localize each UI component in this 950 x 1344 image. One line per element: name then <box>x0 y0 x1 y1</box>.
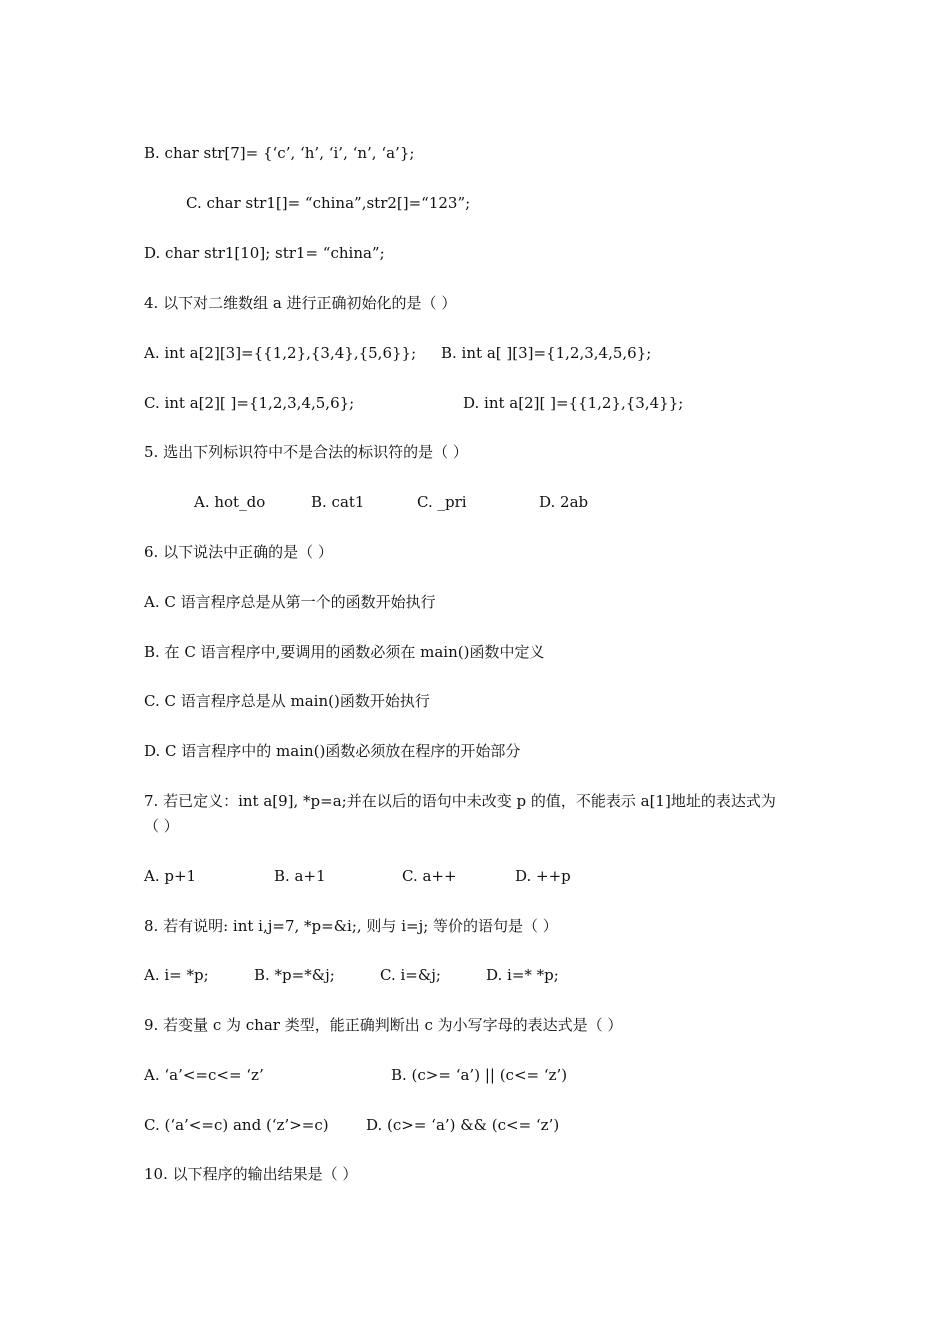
q4-stem: 4. 以下对二维数组 a 进行正确初始化的是（ ） <box>144 294 457 312</box>
q8-stem: 8. 若有说明: int i,j=7, *p=&i;, 则与 i=j; 等价的语句是（ ） <box>144 917 558 935</box>
q3-option-b: B. char str[7]= {‘c’, ‘h’, ‘i’, ‘n’, ‘a’}; <box>144 144 415 162</box>
q6-stem: 6. 以下说法中正确的是（ ） <box>144 543 333 561</box>
q8-option-b: B. *p=*&j; <box>254 966 335 984</box>
q9-stem: 9. 若变量 c 为 char 类型，能正确判断出 c 为小写字母的表达式是（ ） <box>144 1016 623 1034</box>
q7-stem-continuation: （ ） <box>144 817 179 835</box>
q4-options-row-2 <box>144 393 844 413</box>
q8-option-a: A. i= *p; <box>144 966 209 984</box>
q9-option-c: C. (‘a’<=c) and (‘z’>=c) <box>144 1116 329 1134</box>
q4-option-a: A. int a[2][3]={{1,2},{3,4},{5,6}}; <box>144 344 417 362</box>
q4-option-d: D. int a[2][ ]={{1,2},{3,4}}; <box>463 394 684 412</box>
q8-option-d: D. i=* *p; <box>486 966 559 984</box>
q4-option-b: B. int a[ ][3]={1,2,3,4,5,6}; <box>441 344 652 362</box>
q7-options-row <box>144 866 744 886</box>
q7-option-b: B. a+1 <box>274 867 326 885</box>
q9-option-a: A. ‘a’<=c<= ‘z’ <box>144 1066 264 1084</box>
q9-option-d: D. (c>= ‘a’) && (c<= ‘z’) <box>366 1116 560 1134</box>
q9-option-b: B. (c>= ‘a’) || (c<= ‘z’) <box>391 1066 568 1084</box>
q5-options-row <box>194 492 694 512</box>
q7-option-c: C. a++ <box>402 867 457 885</box>
q9-options-row-2 <box>144 1115 744 1135</box>
q5-stem: 5. 选出下列标识符中不是合法的标识符的是（ ） <box>144 443 468 461</box>
q6-option-c: C. C 语言程序总是从 main()函数开始执行 <box>144 692 430 710</box>
q7-option-d: D. ++p <box>515 867 571 885</box>
q7-stem: 7. 若已定义：int a[9], *p=a;并在以后的语句中未改变 p 的值，不能表示 a[1]地址的表达式为 <box>144 792 776 810</box>
q10-stem: 10. 以下程序的输出结果是（ ） <box>144 1165 358 1183</box>
q8-options-row <box>144 965 744 985</box>
q5-option-d: D. 2ab <box>539 493 589 511</box>
q6-option-b: B. 在 C 语言程序中,要调用的函数必须在 main()函数中定义 <box>144 643 545 661</box>
q5-option-c: C. _pri <box>417 493 467 511</box>
q4-option-c: C. int a[2][ ]={1,2,3,4,5,6}; <box>144 394 355 412</box>
q3-option-c: C. char str1[]= “china”,str2[]=“123”; <box>186 194 471 212</box>
q5-option-b: B. cat1 <box>311 493 365 511</box>
q6-option-a: A. C 语言程序总是从第一个的函数开始执行 <box>144 593 436 611</box>
q8-option-c: C. i=&j; <box>380 966 441 984</box>
q6-option-d: D. C 语言程序中的 main()函数必须放在程序的开始部分 <box>144 742 521 760</box>
q7-option-a: A. p+1 <box>144 867 197 885</box>
q9-options-row-1 <box>144 1065 744 1085</box>
q5-option-a: A. hot_do <box>194 493 266 511</box>
q3-option-d: D. char str1[10]; str1= “china”; <box>144 244 385 262</box>
q4-options-row-1 <box>144 343 844 363</box>
